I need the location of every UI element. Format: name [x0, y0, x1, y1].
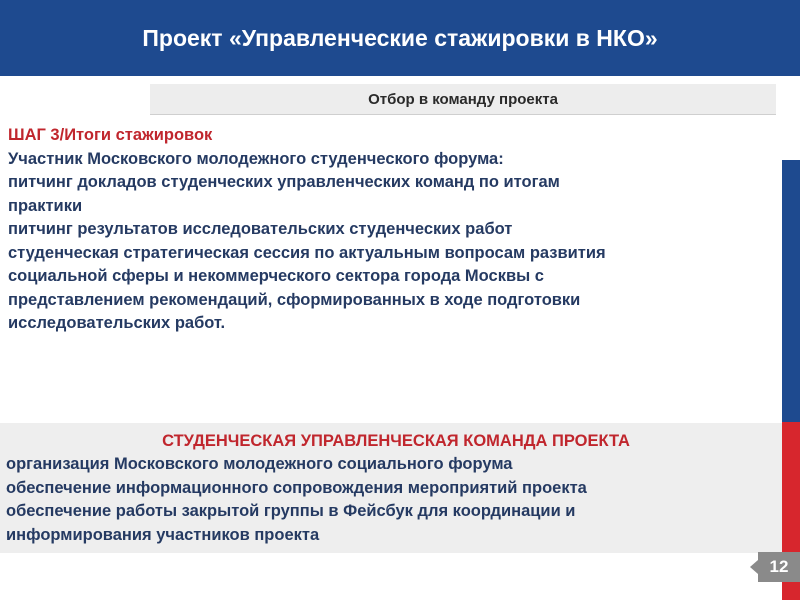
step-line: питчинг докладов студенческих управленческих команд по итогам	[8, 173, 560, 191]
step-line: представлением рекомендаций, сформированных в ходе подготовки	[8, 290, 581, 309]
step-line: питчинг результатов исследовательских студенческих работ	[8, 220, 513, 238]
flag-stripe-blue	[782, 160, 800, 422]
section-subheader	[150, 84, 776, 115]
team-title: СТУДЕНЧЕСКАЯ УПРАВЛЕНЧЕСКАЯ КОМАНДА ПРОЕКТА	[162, 432, 630, 450]
page-number-pointer	[750, 560, 758, 574]
step-line: практики	[8, 196, 83, 215]
team-line: обеспечение работы закрытой группы в Фейсбук для координации и	[6, 502, 576, 520]
slide-header	[0, 0, 800, 76]
step-title: ШАГ 3/Итоги стажировок	[8, 126, 213, 144]
page-number: 12	[769, 557, 789, 576]
team-line: информирования участников проекта	[6, 525, 320, 544]
step-line: студенческая стратегическая сессия по актуальным вопросам развития	[8, 243, 606, 262]
team-block	[0, 423, 782, 553]
step-line: исследовательских работ.	[8, 314, 226, 332]
step-line: социальной сферы и некоммерческого сектора города Москвы с	[8, 267, 544, 285]
team-list	[6, 453, 782, 547]
page-number-badge	[758, 552, 800, 582]
section-subheader-label: Отбор в команду проекта	[368, 90, 558, 108]
flag-stripe-white	[782, 76, 800, 160]
step-block	[8, 124, 768, 336]
slide-title: Проект «Управленческие стажировки в НКО»	[142, 24, 658, 51]
team-line: организация Московского молодежного социального форума	[6, 455, 513, 473]
slide-content	[0, 76, 782, 600]
team-line: обеспечение информационного сопровождения мероприятий проекта	[6, 478, 587, 497]
step-line: Участник Московского молодежного студенческого форума:	[8, 149, 504, 168]
